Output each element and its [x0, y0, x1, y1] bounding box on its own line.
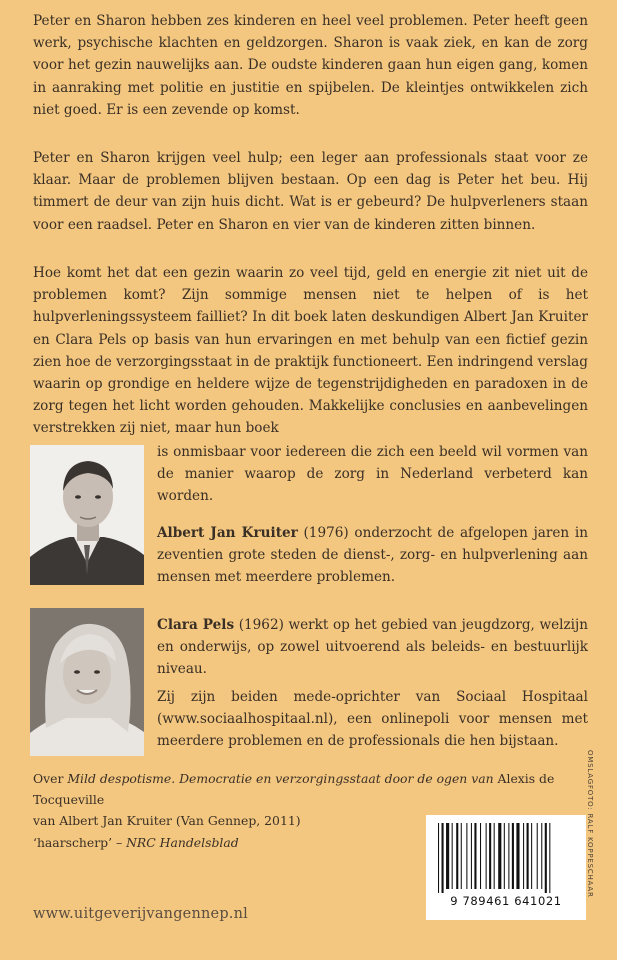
authors-joint-bio: Zij zijn beiden mede-oprichter van Sociaal Hospitaal (www.sociaalhospitaal.nl), een onlinepoli voor mensen met meerdere problemen en de professionals die hen bijstaan. — [157, 689, 588, 750]
cover-photo-credit: OMSLAGFOTO: RALF KOPPESCHAAR — [586, 750, 594, 898]
barcode-bar — [527, 823, 529, 889]
author-bio-kruiter-text: (1976) onderzocht de afgelopen jaren in zeventien grote steden de dienst-, zorg- en hulpverlening aan mensen met meerdere problemen. — [157, 525, 589, 586]
barcode-bar — [498, 823, 501, 889]
barcode-bar — [461, 823, 462, 889]
author-name-pels: Clara Pels — [157, 617, 235, 633]
barcode-bar — [545, 823, 547, 893]
barcode-bar — [512, 823, 514, 889]
barcode-bar — [541, 823, 542, 889]
other-book-prefix: Over — [33, 771, 68, 786]
barcode-bar — [494, 823, 495, 889]
intro-paragraph: Peter en Sharon hebben zes kinderen en heel veel problemen. Peter heeft geen werk, psychische klachten en geldzorgen. Sharon is vaak ziek, en kan de zorg voor het gezin nauwelijks aan. De oudste kinderen gaan hun eigen gang, komen in aanraking met politie en justitie en spijbelen. De kleintjes ontwikkelen zich niet goed. Er is een zevende op komst. — [33, 13, 588, 118]
barcode-bar — [474, 823, 476, 889]
author-name-kruiter: Albert Jan Kruiter — [157, 525, 298, 541]
press-quote-text: ‘haarscherp’ – — [33, 835, 127, 850]
other-book-author-subject: Alexis de Tocqueville — [33, 771, 555, 807]
barcode-bar — [446, 823, 449, 889]
author-bio-kruiter — [157, 522, 588, 589]
publisher-website: www.uitgeverijvangennep.nl — [33, 906, 248, 922]
barcode-bar — [537, 823, 538, 889]
barcode-bar — [549, 823, 550, 893]
author-bio-pels-text: (1962) werkt op het gebied van jeugdzorg, welzijn en onderwijs, op zowel uitvoerend als beleids- en bestuurlijk niveau. — [157, 617, 588, 678]
story-paragraph: Peter en Sharon krijgen veel hulp; een leger aan professionals staat voor ze klaar. Maar de problemen blijven bestaan. Op een dag is Peter het beu. Hij timmert de deur van zijn huis dicht. Wat is er gebeurd? De hulpverleners staan voor een raadsel. Peter en Sharon en vier van de kinderen zitten binnen. — [33, 150, 588, 233]
barcode-bar — [471, 823, 472, 889]
barcode-bar — [466, 823, 467, 889]
author-photo-kruiter — [30, 445, 144, 585]
barcode-bar — [489, 823, 491, 889]
barcode-bar — [452, 823, 453, 889]
author-photo-pels — [30, 608, 144, 756]
barcode-number: 9 789461 641021 — [450, 894, 562, 908]
barcode-bar — [456, 823, 458, 889]
barcode-bar — [523, 823, 524, 889]
press-quote-source: NRC Handelsblad — [126, 835, 239, 850]
barcode-bar — [438, 823, 439, 893]
barcode-bar — [504, 823, 505, 889]
other-book-title: Mild despotisme. Democratie en verzorgingsstaat door de ogen van — [67, 771, 494, 786]
barcode-bars — [426, 815, 586, 895]
barcode-bar — [508, 823, 509, 889]
barcode-bar — [486, 823, 487, 889]
author-bio-pels — [157, 614, 588, 681]
press-quote — [33, 833, 239, 853]
barcode-bar — [480, 823, 481, 889]
barcode-bar — [531, 823, 532, 889]
other-book-details: van Albert Jan Kruiter (Van Gennep, 2011) — [33, 813, 301, 828]
barcode-bar — [442, 823, 444, 893]
summary-paragraph: Hoe komt het dat een gezin waarin zo veel tijd, geld en energie zit niet uit de problemen komt? Zijn sommige mensen niet te helpen of is het hulpverleningssysteem failliet? In dit boek laten deskundigen Albert Jan Kruiter en Clara Pels op basis van hun ervaringen en met behulp van een fictief gezin zien hoe de verzorgingsstaat in de praktijk functioneert. Een indringend verslag waarin op grondige en heldere wijze de tegenstrijdigheden en paradoxen in de zorg tegen het licht worden gehouden. Makkelijke conclusies en aanbevelingen verstrekken zij niet, maar hun boek — [33, 265, 588, 437]
barcode-bar — [516, 823, 519, 889]
summary-paragraph-continued: is onmisbaar voor iedereen die zich een beeld wil vormen van de manier waarop de zorg in Nederland verbeterd kan worden. — [157, 444, 588, 505]
isbn-barcode — [426, 815, 586, 920]
